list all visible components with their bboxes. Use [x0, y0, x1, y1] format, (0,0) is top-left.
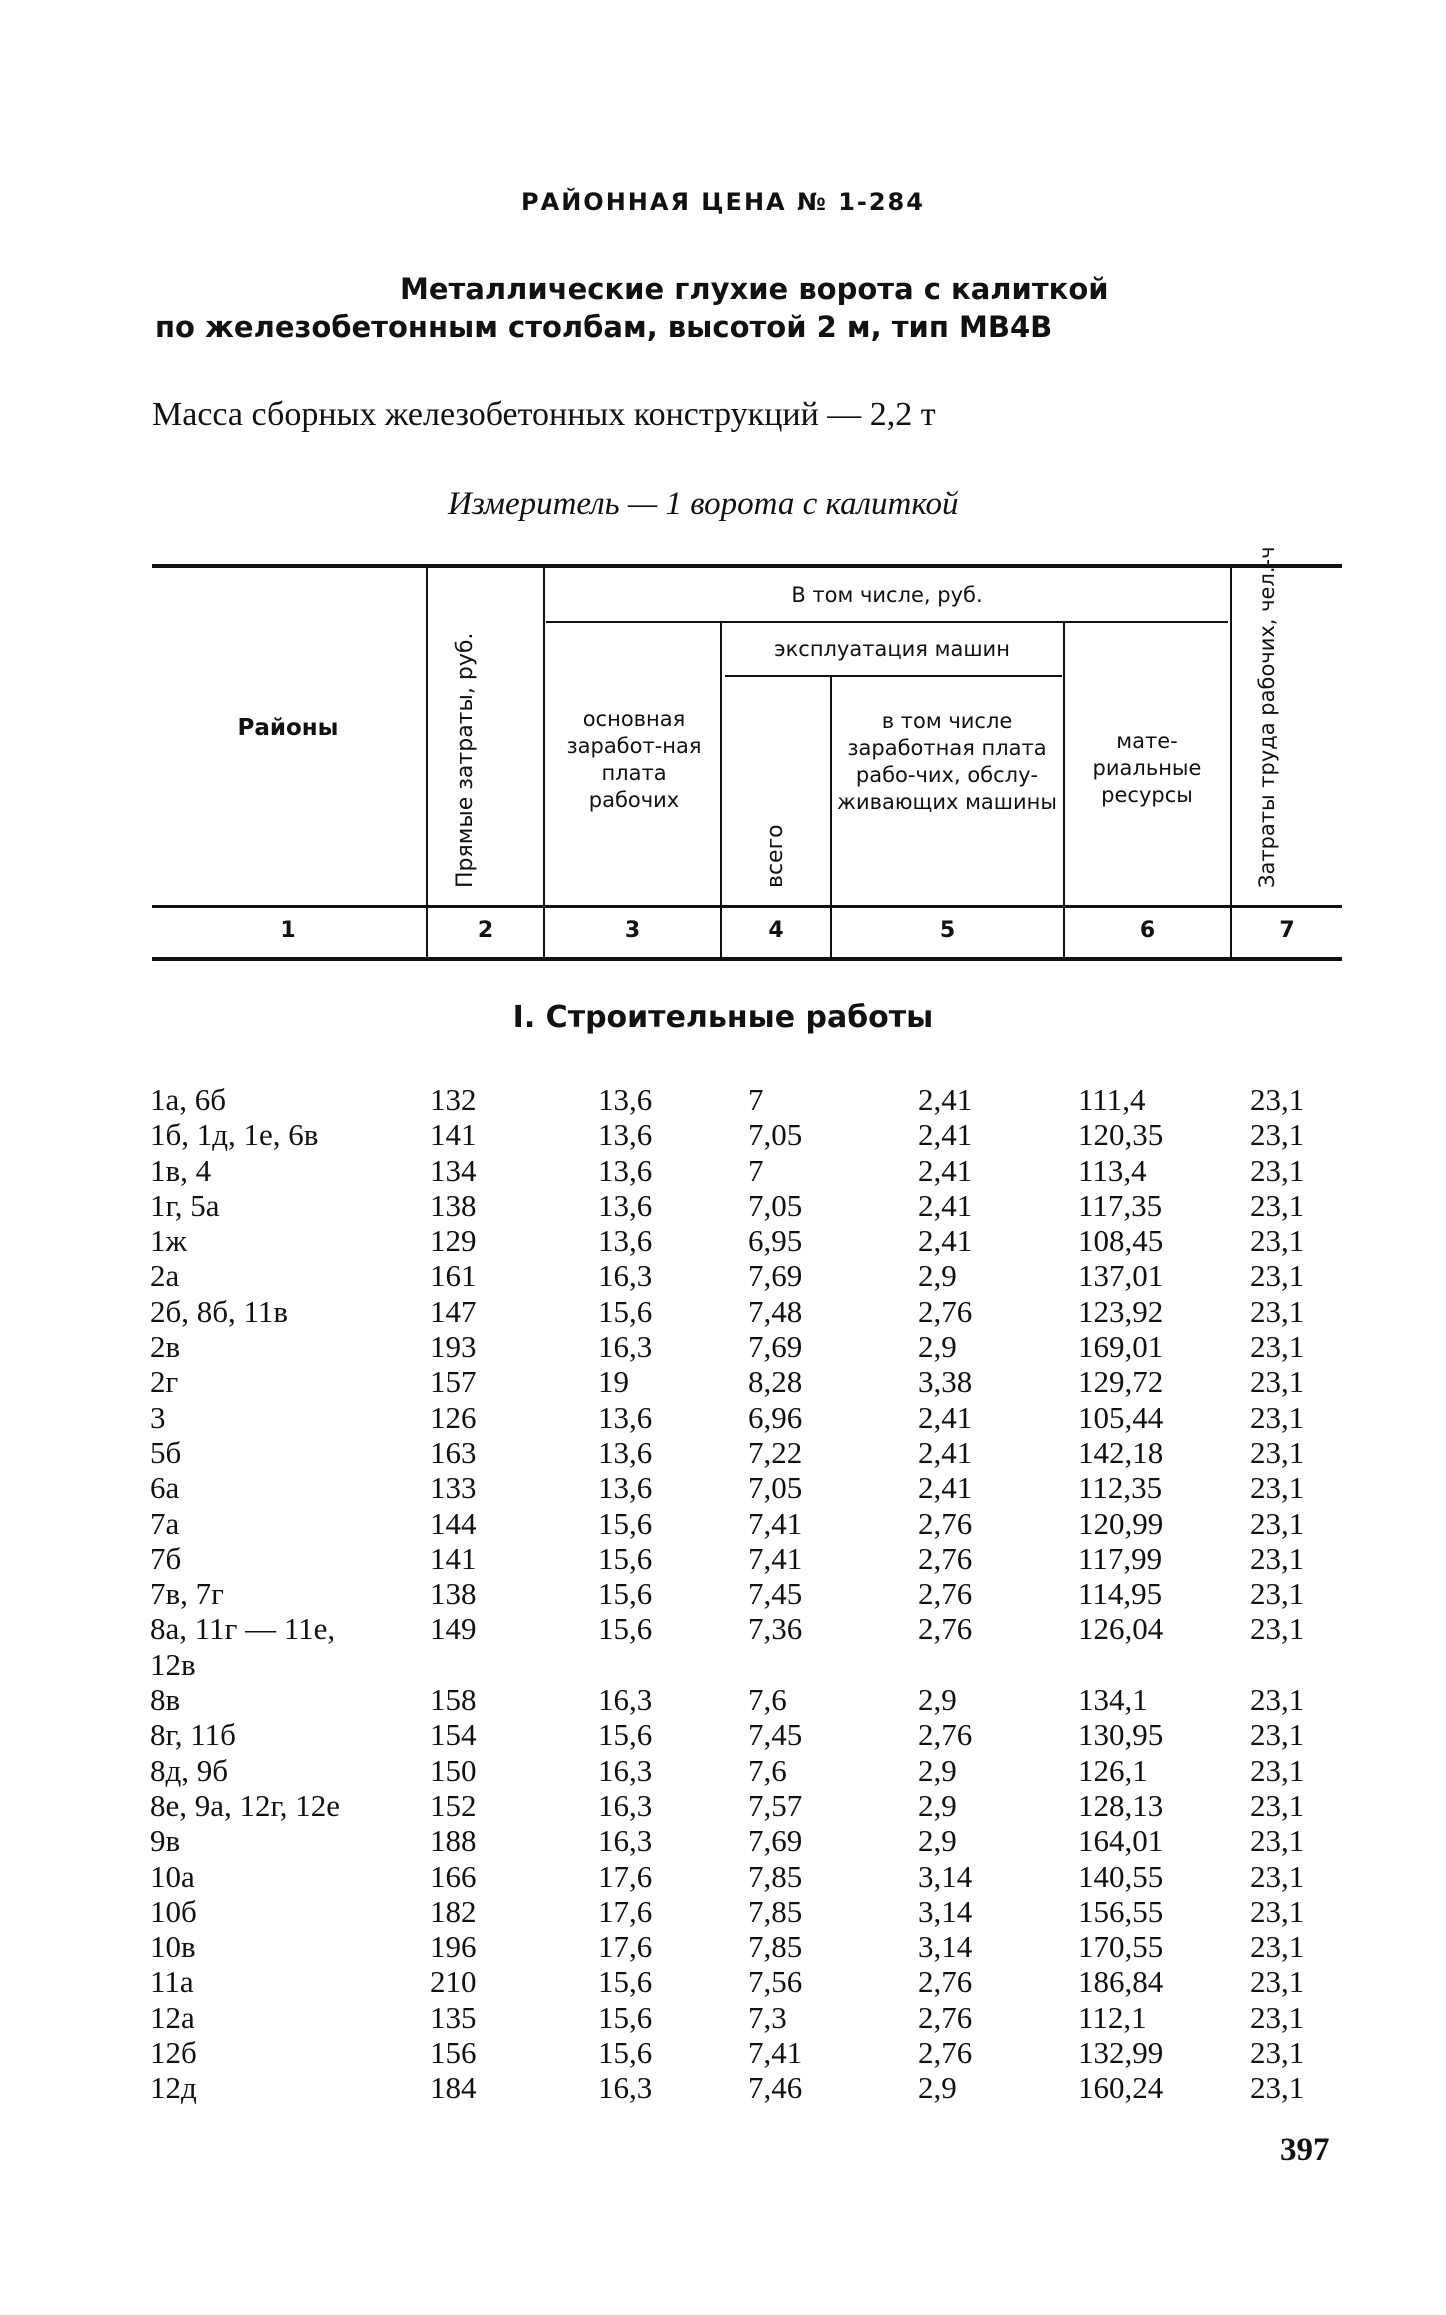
row-labor: 23,1: [1250, 1117, 1305, 1153]
row-direct-costs: 157: [430, 1364, 477, 1400]
table-row: [0, 1929, 1446, 1964]
col-number-2: 2: [477, 918, 494, 943]
header-direct-costs: [452, 632, 479, 888]
row-machine-total: 7,48: [748, 1293, 803, 1329]
row-labor: 23,1: [1250, 1752, 1305, 1788]
row-labor: 23,1: [1250, 2035, 1305, 2071]
table-row: [0, 1717, 1446, 1752]
row-direct-costs: 154: [430, 1717, 477, 1753]
row-materials: 170,55: [1078, 1929, 1164, 1965]
row-materials: 160,24: [1078, 2070, 1164, 2106]
row-labor: 23,1: [1250, 1999, 1305, 2035]
row-base-wage: 16,3: [598, 1258, 653, 1294]
table-row: [0, 1576, 1446, 1611]
row-direct-costs: 141: [430, 1117, 477, 1153]
table-row: [0, 1647, 1446, 1682]
row-base-wage: 15,6: [598, 1999, 653, 2035]
row-direct-costs: 132: [430, 1082, 477, 1117]
table-row: [0, 1364, 1446, 1399]
table-row: [0, 1117, 1446, 1152]
row-materials: 112,1: [1078, 1999, 1147, 2035]
row-machine-wage: 2,41: [918, 1187, 973, 1223]
row-materials: 105,44: [1078, 1399, 1164, 1435]
table-row: [0, 2035, 1446, 2070]
row-base-wage: 16,3: [598, 1329, 653, 1365]
table-row: [0, 1153, 1446, 1188]
row-direct-costs: 156: [430, 2035, 477, 2071]
row-direct-costs: 163: [430, 1434, 477, 1470]
row-direct-costs: 133: [430, 1470, 477, 1506]
row-machine-wage: 2,9: [918, 1823, 957, 1859]
row-machine-total: 7,45: [748, 1717, 803, 1753]
row-machine-wage: 2,9: [918, 2070, 957, 2106]
row-region: 1г, 5а: [150, 1187, 220, 1223]
row-direct-costs: 126: [430, 1399, 477, 1435]
row-materials: 156,55: [1078, 1893, 1164, 1929]
col-divider-3: [720, 622, 722, 959]
row-machine-total: 7,36: [748, 1611, 803, 1647]
table-row: [0, 1223, 1446, 1258]
col-divider-4: [830, 676, 832, 959]
row-base-wage: 17,6: [598, 1929, 653, 1965]
row-machine-total: 7,41: [748, 1505, 803, 1541]
header-machine-total: [762, 778, 789, 888]
row-direct-costs: 135: [430, 1999, 477, 2035]
row-base-wage: 15,6: [598, 1576, 653, 1612]
row-materials: 186,84: [1078, 1964, 1164, 2000]
data-rows: [0, 1082, 1446, 2106]
row-base-wage: 15,6: [598, 1964, 653, 2000]
row-direct-costs: 152: [430, 1787, 477, 1823]
table-row: [0, 1188, 1446, 1223]
row-materials: 128,13: [1078, 1787, 1164, 1823]
row-region: 5б: [150, 1434, 182, 1470]
row-base-wage: 16,3: [598, 1787, 653, 1823]
row-base-wage: 13,6: [598, 1082, 653, 1117]
col-number-5: 5: [939, 918, 956, 943]
col-divider-6: [1230, 566, 1232, 959]
row-region: 7а: [150, 1505, 180, 1541]
row-machine-wage: 2,41: [918, 1399, 973, 1435]
row-machine-total: 7,3: [748, 1999, 787, 2035]
row-labor: 23,1: [1250, 1293, 1305, 1329]
row-materials: 108,45: [1078, 1223, 1164, 1259]
col-divider-1: [426, 566, 428, 959]
row-machine-total: 7,45: [748, 1576, 803, 1612]
header-labor-text: Затраты труда рабочих, чел.-ч: [1255, 546, 1279, 888]
row-machine-wage: 2,76: [918, 1505, 973, 1541]
row-direct-costs: 158: [430, 1682, 477, 1718]
row-materials: 111,4: [1078, 1082, 1146, 1117]
row-labor: 23,1: [1250, 1858, 1305, 1894]
row-machine-wage: 2,76: [918, 1540, 973, 1576]
measure-note: Измеритель — 1 ворота с калиткой: [448, 486, 959, 522]
header-labor: [1254, 546, 1281, 888]
row-base-wage: 16,3: [598, 1752, 653, 1788]
row-base-wage: 19: [598, 1364, 629, 1400]
row-direct-costs: 149: [430, 1611, 477, 1647]
row-region: 2а: [150, 1258, 180, 1294]
row-machine-wage: 2,76: [918, 1611, 973, 1647]
row-base-wage: 15,6: [598, 1293, 653, 1329]
row-direct-costs: 182: [430, 1893, 477, 1929]
row-region: 12д: [150, 2070, 197, 2106]
row-labor: 23,1: [1250, 1470, 1305, 1506]
col-number-3: 3: [624, 918, 641, 943]
header-base-wage: основная заработ-ная плата рабочих: [566, 707, 702, 812]
row-materials: 134,1: [1078, 1682, 1148, 1718]
row-machine-total: 7,6: [748, 1752, 787, 1788]
row-labor: 23,1: [1250, 2070, 1305, 2106]
row-base-wage: 15,6: [598, 1505, 653, 1541]
row-region: 2в: [150, 1329, 181, 1365]
row-base-wage: 13,6: [598, 1223, 653, 1259]
numbers-bottom-rule: [152, 957, 1342, 961]
row-materials: 129,72: [1078, 1364, 1164, 1400]
row-direct-costs: 147: [430, 1293, 477, 1329]
mass-note: Масса сборных железобетонных конструкций — 2,2 т: [152, 396, 936, 433]
row-region: 12а: [150, 1999, 195, 2035]
row-machine-total: 7,05: [748, 1470, 803, 1506]
row-labor: 23,1: [1250, 1505, 1305, 1541]
table-row: [0, 1753, 1446, 1788]
row-direct-costs: 144: [430, 1505, 477, 1541]
row-machine-total: 7,85: [748, 1929, 803, 1965]
page-number: 397: [1280, 2132, 1330, 2168]
row-direct-costs: 150: [430, 1752, 477, 1788]
row-region: 12в: [150, 1646, 196, 1682]
row-machine-wage: 2,76: [918, 1717, 973, 1753]
row-region: 6а: [150, 1470, 180, 1506]
row-region: 7б: [150, 1540, 182, 1576]
row-machine-wage: 2,9: [918, 1787, 957, 1823]
row-direct-costs: 138: [430, 1187, 477, 1223]
header-including: В том числе, руб.: [791, 583, 983, 607]
row-base-wage: 15,6: [598, 1611, 653, 1647]
row-direct-costs: 134: [430, 1152, 477, 1188]
row-direct-costs: 129: [430, 1223, 477, 1259]
table-row: [0, 1470, 1446, 1505]
header-direct-costs-text: Прямые затраты, руб.: [453, 632, 478, 888]
row-base-wage: 13,6: [598, 1434, 653, 1470]
row-region: 3: [150, 1399, 166, 1435]
row-region: 2г: [150, 1364, 179, 1400]
row-machine-total: 7,22: [748, 1434, 803, 1470]
table-row: [0, 1964, 1446, 1999]
row-materials: 132,99: [1078, 2035, 1164, 2071]
row-direct-costs: 193: [430, 1329, 477, 1365]
table-row: [0, 1859, 1446, 1894]
table-row: [0, 1788, 1446, 1823]
row-machine-wage: 2,76: [918, 2035, 973, 2071]
row-machine-total: 7,69: [748, 1258, 803, 1294]
row-labor: 23,1: [1250, 1576, 1305, 1612]
col-number-6: 6: [1139, 918, 1156, 943]
row-machine-wage: 2,9: [918, 1329, 957, 1365]
row-machine-total: 7,56: [748, 1964, 803, 2000]
row-base-wage: 16,3: [598, 1823, 653, 1859]
row-region: 2б, 8б, 11в: [150, 1293, 289, 1329]
row-labor: 23,1: [1250, 1434, 1305, 1470]
col-divider-2: [543, 566, 545, 959]
row-labor: 23,1: [1250, 1187, 1305, 1223]
row-labor: 23,1: [1250, 1329, 1305, 1365]
row-direct-costs: 210: [430, 1964, 477, 2000]
row-base-wage: 16,3: [598, 2070, 653, 2106]
row-machine-total: 7,05: [748, 1187, 803, 1223]
row-materials: 117,35: [1078, 1187, 1163, 1223]
row-machine-wage: 2,41: [918, 1082, 973, 1117]
row-materials: 117,99: [1078, 1540, 1163, 1576]
row-labor: 23,1: [1250, 1082, 1305, 1117]
row-labor: 23,1: [1250, 1399, 1305, 1435]
table-row: [0, 2000, 1446, 2035]
row-region: 8г, 11б: [150, 1717, 236, 1753]
row-region: 10а: [150, 1858, 195, 1894]
row-materials: 164,01: [1078, 1823, 1164, 1859]
col-number-4: 4: [768, 918, 784, 943]
row-materials: 140,55: [1078, 1858, 1164, 1894]
row-labor: 23,1: [1250, 1223, 1305, 1259]
table-row: [0, 1294, 1446, 1329]
row-region: 9в: [150, 1823, 181, 1859]
row-base-wage: 13,6: [598, 1187, 653, 1223]
row-region: 8д, 9б: [150, 1752, 229, 1788]
row-materials: 126,04: [1078, 1611, 1164, 1647]
table-row: [0, 2070, 1446, 2105]
row-machine-total: 6,96: [748, 1399, 803, 1435]
row-machine-total: 7,46: [748, 2070, 803, 2106]
row-labor: 23,1: [1250, 1258, 1305, 1294]
row-direct-costs: 141: [430, 1540, 477, 1576]
row-machine-wage: 2,76: [918, 1576, 973, 1612]
subtitle-line-1: Металлические глухие ворота с калиткой: [400, 272, 1109, 306]
col-divider-5: [1063, 622, 1065, 959]
header-bottom-rule: [152, 905, 1342, 908]
row-region: 11а: [150, 1964, 194, 2000]
row-materials: 114,95: [1078, 1576, 1163, 1612]
row-materials: 130,95: [1078, 1717, 1164, 1753]
row-labor: 23,1: [1250, 1717, 1305, 1753]
row-machine-wage: 2,76: [918, 1293, 973, 1329]
header-top-rule: [152, 564, 1342, 568]
col-number-1: 1: [280, 918, 296, 943]
row-machine-wage: 2,41: [918, 1434, 973, 1470]
row-base-wage: 13,6: [598, 1117, 653, 1153]
machines-rule: [725, 675, 1062, 677]
table-row: [0, 1506, 1446, 1541]
row-base-wage: 17,6: [598, 1858, 653, 1894]
row-region: 7в, 7г: [150, 1576, 224, 1612]
row-machine-total: 7,41: [748, 1540, 803, 1576]
row-machine-total: 7,85: [748, 1858, 803, 1894]
row-labor: 23,1: [1250, 1929, 1305, 1965]
row-machine-total: 7: [748, 1152, 764, 1188]
row-direct-costs: 184: [430, 2070, 477, 2106]
row-labor: 23,1: [1250, 1611, 1305, 1647]
subtitle-line-2: по железобетонным столбам, высотой 2 м, тип МВ4В: [155, 310, 1053, 344]
row-machine-wage: 2,9: [918, 1752, 957, 1788]
row-machine-total: 7,57: [748, 1787, 803, 1823]
row-machine-wage: 3,38: [918, 1364, 973, 1400]
header-machine-operation: эксплуатация машин: [774, 637, 1010, 661]
row-labor: 23,1: [1250, 1364, 1305, 1400]
row-materials: 112,35: [1078, 1470, 1163, 1506]
row-machine-total: 7,6: [748, 1682, 787, 1718]
table-row: [0, 1823, 1446, 1858]
row-machine-wage: 2,41: [918, 1117, 973, 1153]
row-machine-total: 7,05: [748, 1117, 803, 1153]
row-labor: 23,1: [1250, 1893, 1305, 1929]
row-base-wage: 13,6: [598, 1399, 653, 1435]
row-machine-total: 7,69: [748, 1329, 803, 1365]
row-direct-costs: 196: [430, 1929, 477, 1965]
row-region: 10в: [150, 1929, 196, 1965]
row-base-wage: 13,6: [598, 1470, 653, 1506]
row-region: 1в, 4: [150, 1152, 212, 1188]
row-machine-total: 8,28: [748, 1364, 803, 1400]
table-row: [0, 1682, 1446, 1717]
col-number-7: 7: [1279, 918, 1295, 943]
table-row: [0, 1082, 1446, 1117]
row-materials: 142,18: [1078, 1434, 1164, 1470]
row-machine-wage: 2,41: [918, 1152, 973, 1188]
row-base-wage: 13,6: [598, 1152, 653, 1188]
row-base-wage: 15,6: [598, 1540, 653, 1576]
row-region: 10б: [150, 1893, 197, 1929]
row-materials: 123,92: [1078, 1293, 1164, 1329]
table-row: [0, 1541, 1446, 1576]
row-materials: 120,99: [1078, 1505, 1164, 1541]
row-machine-total: 7,41: [748, 2035, 803, 2071]
row-materials: 126,1: [1078, 1752, 1148, 1788]
row-region: 8а, 11г — 11е,: [150, 1611, 336, 1647]
section-title: I. Строительные работы: [512, 1000, 934, 1035]
table-row: [0, 1329, 1446, 1364]
row-machine-wage: 2,41: [918, 1470, 973, 1506]
row-machine-wage: 2,9: [918, 1682, 957, 1718]
row-materials: 120,35: [1078, 1117, 1164, 1153]
row-region: 12б: [150, 2035, 197, 2071]
row-materials: 137,01: [1078, 1258, 1164, 1294]
row-machine-wage: 2,9: [918, 1258, 957, 1294]
header-machine-wage: в том числе заработная плата рабо-чих, обслу-живающих машины: [837, 709, 1057, 814]
row-region: 8в: [150, 1682, 181, 1718]
row-direct-costs: 138: [430, 1576, 477, 1612]
including-rule: [546, 621, 1228, 623]
row-region: 1ж: [150, 1223, 187, 1259]
row-base-wage: 15,6: [598, 2035, 653, 2071]
row-direct-costs: 166: [430, 1858, 477, 1894]
row-region: 1б, 1д, 1е, 6в: [150, 1117, 319, 1153]
row-materials: 113,4: [1078, 1152, 1147, 1188]
row-machine-total: 6,95: [748, 1223, 803, 1259]
row-machine-wage: 3,14: [918, 1858, 973, 1894]
table-row: [0, 1611, 1446, 1646]
row-base-wage: 15,6: [598, 1717, 653, 1753]
row-direct-costs: 188: [430, 1823, 477, 1859]
row-machine-wage: 3,14: [918, 1893, 973, 1929]
row-machine-wage: 3,14: [918, 1929, 973, 1965]
header-regions: Районы: [237, 715, 339, 741]
page-title: РАЙОННАЯ ЦЕНА № 1-284: [521, 188, 925, 216]
row-base-wage: 17,6: [598, 1893, 653, 1929]
table-row: [0, 1258, 1446, 1293]
row-machine-total: 7: [748, 1082, 764, 1117]
header-machine-total-text: всего: [763, 824, 788, 888]
row-labor: 23,1: [1250, 1823, 1305, 1859]
row-labor: 23,1: [1250, 1787, 1305, 1823]
row-machine-wage: 2,76: [918, 1999, 973, 2035]
row-labor: 23,1: [1250, 1152, 1305, 1188]
row-machine-total: 7,85: [748, 1893, 803, 1929]
row-region: 8е, 9а, 12г, 12е: [150, 1787, 340, 1823]
row-materials: 169,01: [1078, 1329, 1164, 1365]
header-materials: мате-риальные ресурсы: [1092, 729, 1202, 807]
table-row: [0, 1894, 1446, 1929]
row-base-wage: 16,3: [598, 1682, 653, 1718]
row-machine-wage: 2,76: [918, 1964, 973, 2000]
table-row: [0, 1400, 1446, 1435]
row-direct-costs: 161: [430, 1258, 477, 1294]
table-row: [0, 1435, 1446, 1470]
row-labor: 23,1: [1250, 1540, 1305, 1576]
row-machine-total: 7,69: [748, 1823, 803, 1859]
row-machine-wage: 2,41: [918, 1223, 973, 1259]
row-labor: 23,1: [1250, 1964, 1305, 2000]
row-labor: 23,1: [1250, 1682, 1305, 1718]
row-region: 1а, 6б: [150, 1082, 227, 1117]
